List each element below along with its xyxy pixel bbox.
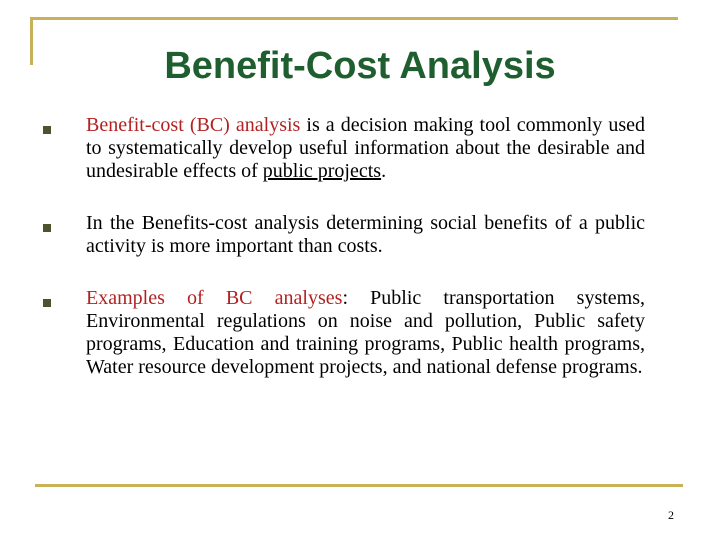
bullet-list [40,114,645,408]
square-bullet-icon [43,224,51,232]
bullet-text [86,287,645,379]
square-bullet-icon [43,126,51,134]
underlined-term: public projects [262,160,382,182]
bullet-end: . [381,160,387,182]
bullet-body: : Public transportation systems, Environmental regulations on noise and pollution, Public safety programs, Education and training programs, Public health programs, Water resource development projects, and national defense programs. [86,287,645,378]
highlight-term: Examples of BC analyses [86,287,343,309]
square-bullet-icon [43,299,51,307]
bullet-item-bc-analysis [40,114,645,183]
frame-bottom-line [35,484,683,487]
page-number: 2 [668,508,674,522]
bullet-body: is a decision making tool commonly used to systematically develop useful information about the desirable and undesirable effects of [86,114,645,182]
frame-top-line [30,17,678,20]
bullet-item-social-benefits [40,212,645,258]
slide-title: Benefit-Cost Analysis [164,45,556,87]
highlight-term: Benefit-cost (BC) analysis [86,114,301,136]
bullet-text [86,114,645,183]
bullet-item-examples [40,287,645,379]
bullet-text: In the Benefits-cost analysis determining social benefits of a public activity is more important than costs. [86,212,645,257]
